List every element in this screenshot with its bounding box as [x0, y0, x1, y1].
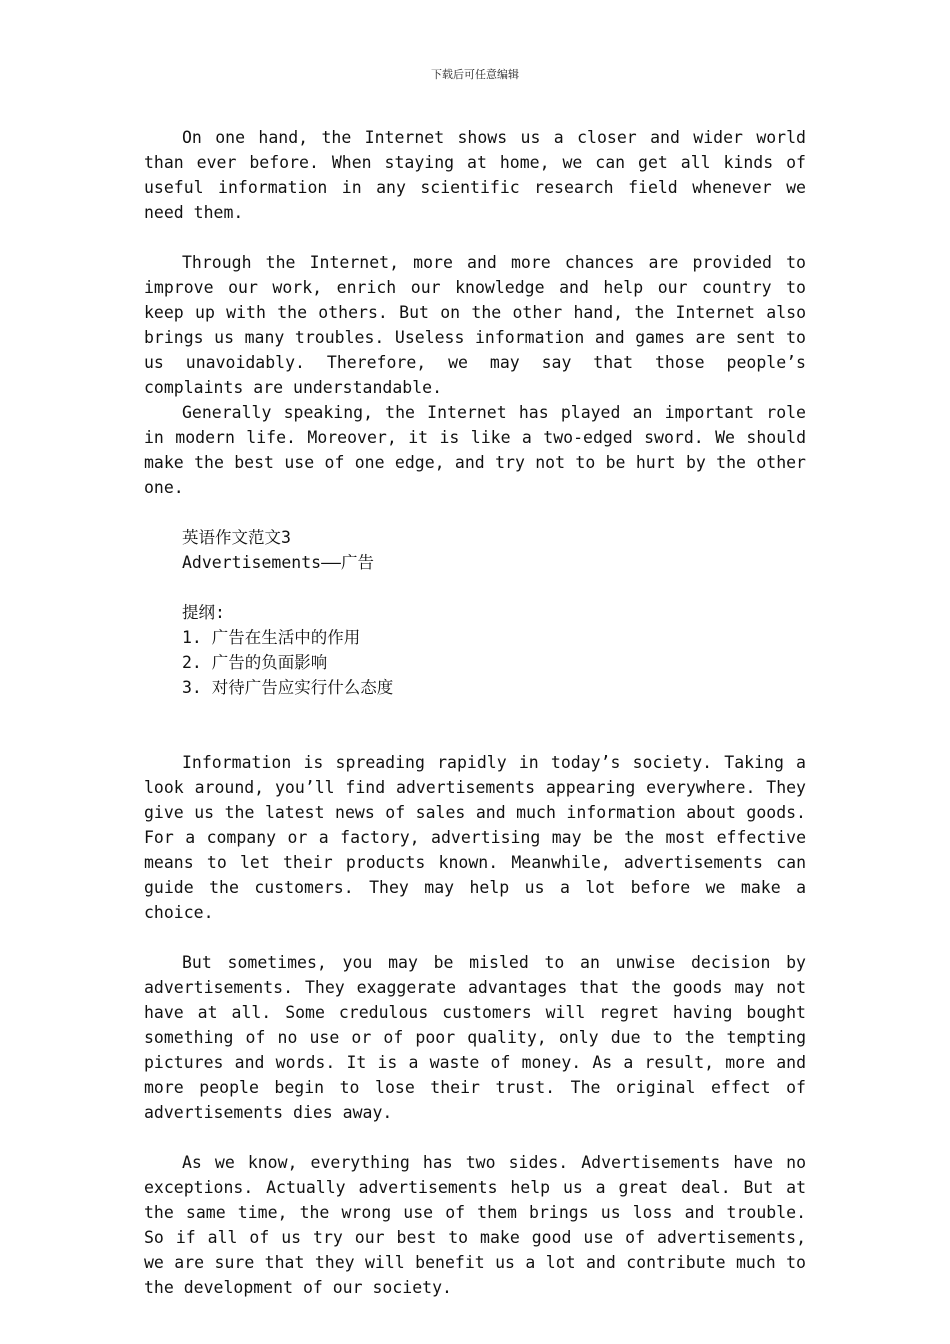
paragraph-ads-1: Information is spreading rapidly in today’s society. Taking a look around, you’ll find advertisements appearing everywhere. They give us the latest news of sales and much information about goods. For a company or a factory, advertising may be the most effective means to let their products known. Meanwhile, advertisements can guide the customers. They may help us a lot before we make a choice. — [144, 753, 806, 922]
outline — [144, 600, 806, 700]
outline-item: 3. 对待广告应实行什么态度 — [182, 678, 394, 697]
paragraph-internet-3: Generally speaking, the Internet has played an important role in modern life. Moreover, it is like a two-edged sword. We should make the best use of one edge, and try not to be hurt by the other one. — [144, 403, 806, 497]
outline-item: 2. 广告的负面影响 — [182, 653, 328, 672]
outline-label: 提纲: — [182, 603, 225, 622]
paragraph-ads-3: As we know, everything has two sides. Advertisements have no exceptions. Actually advertisements help us a great deal. But at the same time, the wrong use of them brings us loss and trouble. So if all of us try our best to make good use of advertisements, we are sure that they will benefit us a lot and contribute much to the development of our society. — [144, 1153, 806, 1297]
page-header: 下载后可任意编辑 — [431, 68, 519, 81]
essay-label: 英语作文范文3 — [182, 528, 291, 547]
outline-item: 1. 广告在生活中的作用 — [182, 628, 361, 647]
paragraph-internet-1: On one hand, the Internet shows us a closer and wider world than ever before. When staying at home, we can get all kinds of useful information in any scientific research field whenever we need them. — [144, 128, 806, 222]
document-body — [144, 125, 806, 1300]
paragraph-internet-2: Through the Internet, more and more chances are provided to improve our work, enrich our knowledge and help our country to keep up with the others. But on the other hand, the Internet also brings us many troubles. Useless information and games are sent to us unavoidably. Therefore, we may say that those people’s complaints are understandable. — [144, 253, 806, 397]
essay-heading — [144, 525, 806, 575]
essay-title: Advertisements——广告 — [182, 553, 374, 572]
paragraph-ads-2: But sometimes, you may be misled to an unwise decision by advertisements. They exaggerate advantages that the goods may not have at all. Some credulous customers will regret having bought something of no use or of poor quality, only due to the tempting pictures and words. It is a waste of money. As a result, more and more people begin to lose their trust. The original effect of advertisements dies away. — [144, 953, 806, 1122]
